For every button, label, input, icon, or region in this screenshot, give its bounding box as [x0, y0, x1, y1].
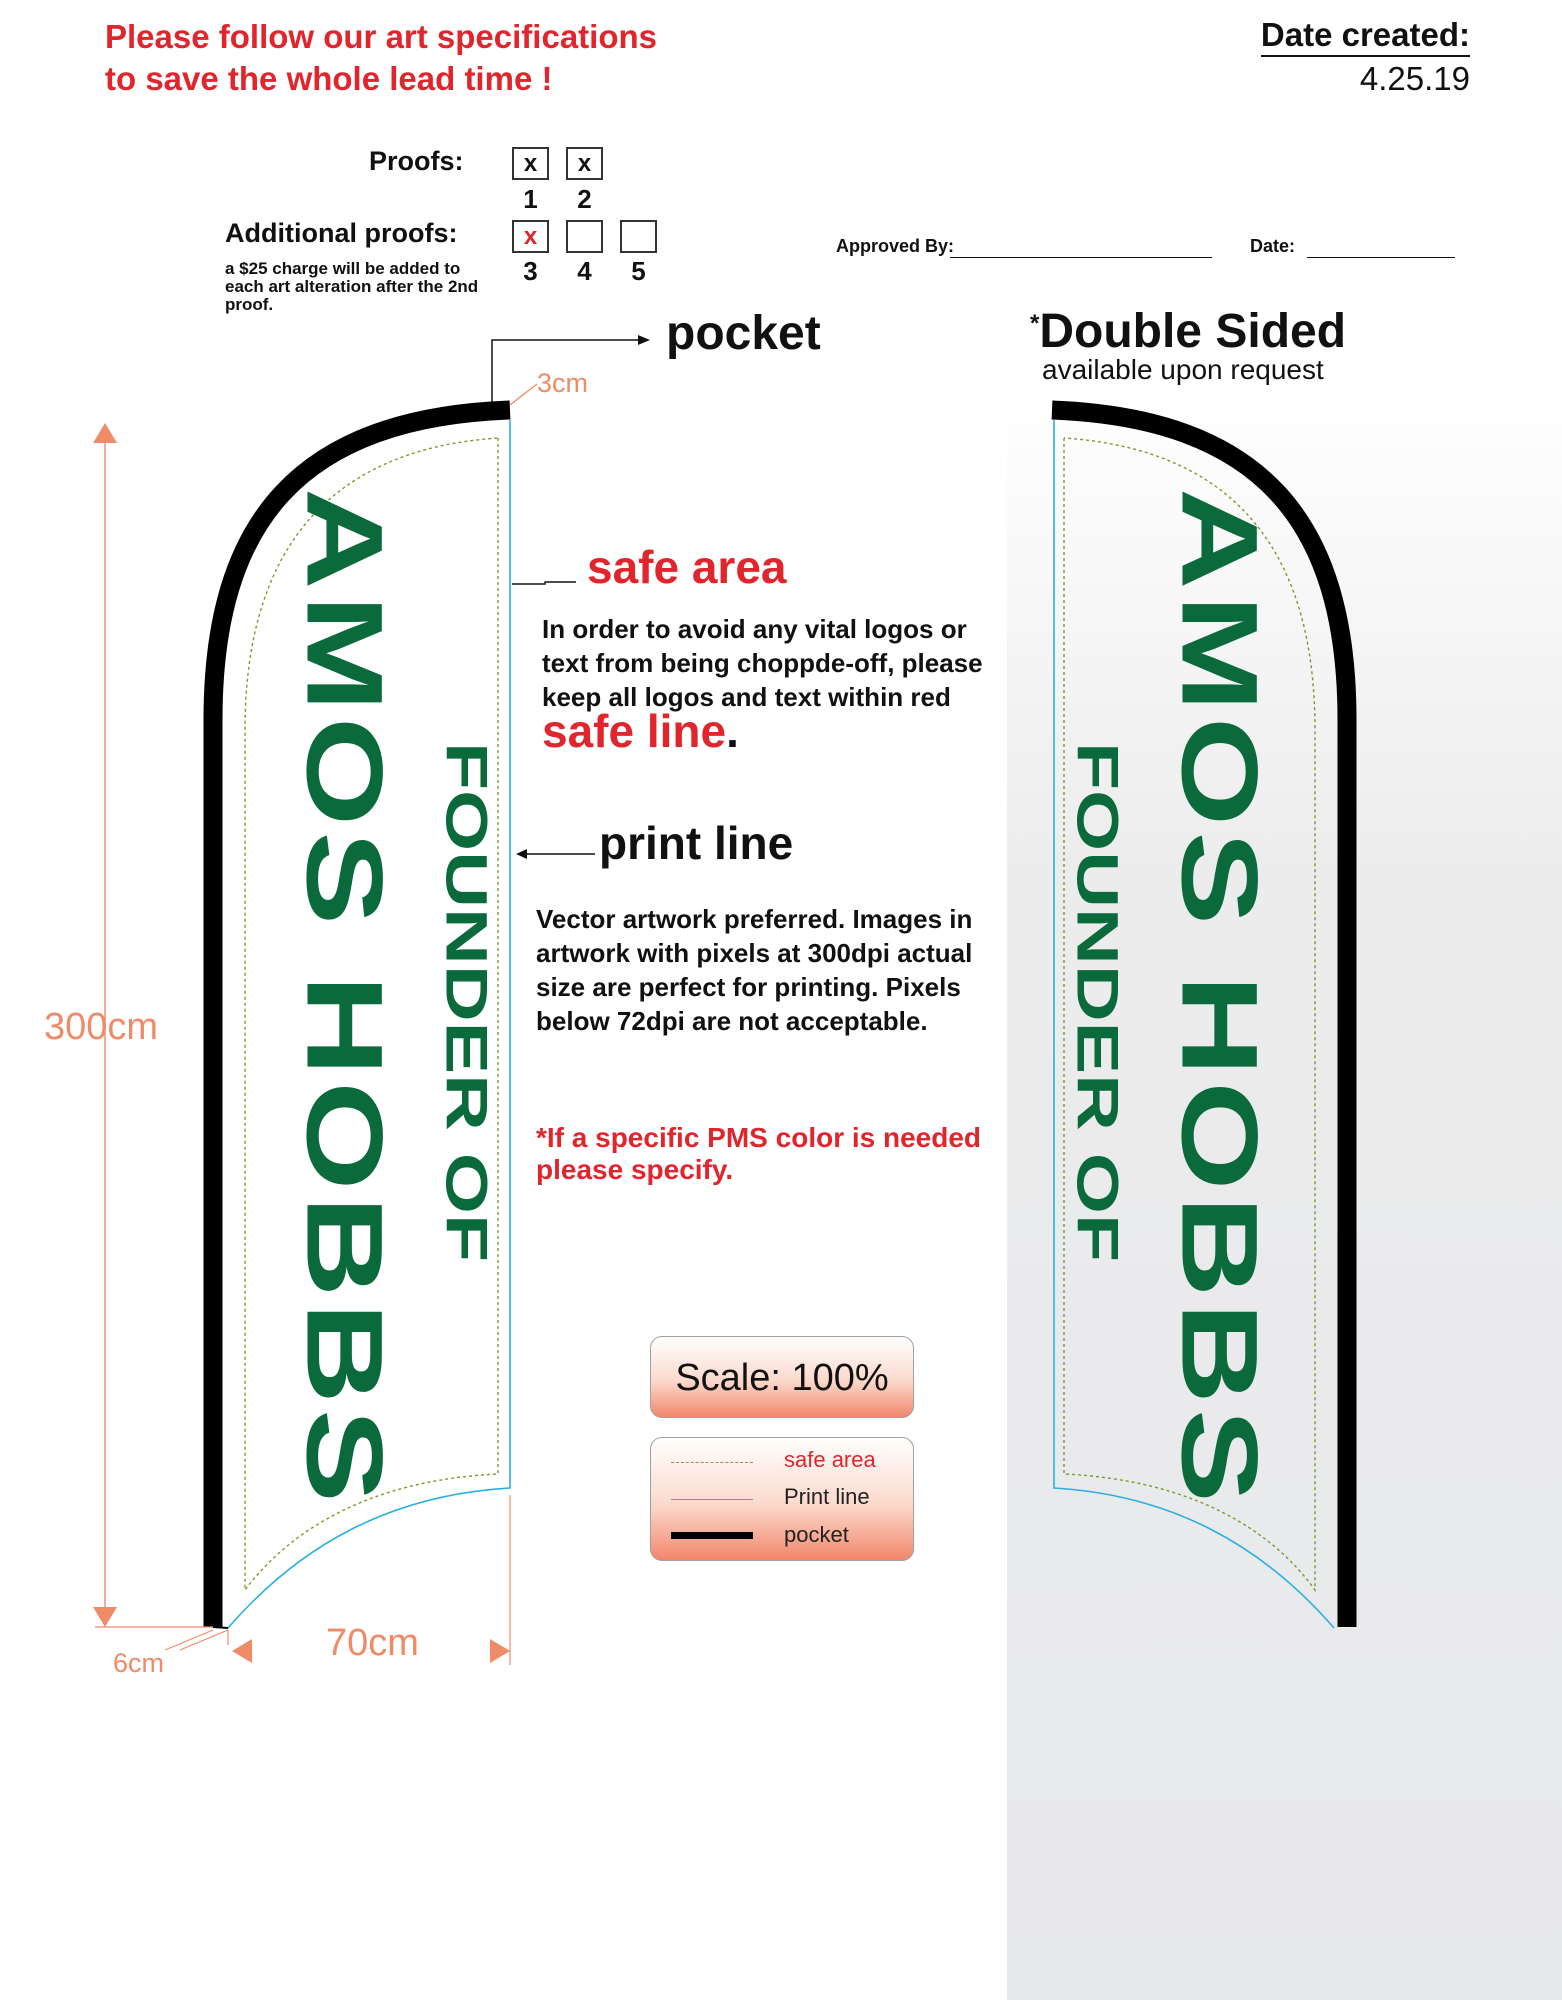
vector-artwork-text: Vector artwork preferred. Images in artwork with pixels at 300dpi actual size are perfect for printing. Pixels below 72dpi are not acceptable.: [536, 904, 973, 1036]
left-flag: [213, 410, 510, 1628]
pocket-width-pointer: [510, 384, 537, 405]
scale-badge: Scale: 100%: [650, 1336, 914, 1418]
print-line-pointer: [516, 849, 595, 859]
additional-proofs-label: Additional proofs:: [225, 218, 458, 248]
approved-by-label: Approved By:: [836, 236, 955, 256]
legend-pocket-label: pocket: [784, 1522, 849, 1547]
right-flag-title: FOUNDER OF: [1064, 742, 1130, 1126]
legend-print-line-swatch: [671, 1499, 753, 1500]
safe-area-title: safe area: [587, 541, 787, 593]
legend-pocket-swatch: [671, 1532, 753, 1539]
double-sided-asterisk: *: [1030, 310, 1040, 337]
safe-area-description: In order to avoid any vital logos or text from being choppde-off, please keep all logos and text within red: [542, 614, 983, 712]
additional-proof-number-3: 3: [523, 256, 538, 286]
print-line-title: print line: [599, 817, 794, 869]
bottom-offset-dimension: [165, 1630, 228, 1650]
right-flag-name: AMOS HOBBS: [1159, 488, 1281, 1273]
additional-proof-number-4: 4: [577, 256, 592, 286]
date-created-label: Date created:: [1261, 16, 1470, 57]
date-created-value: 4.25.19: [1359, 60, 1470, 97]
legend: [650, 1437, 914, 1561]
right-flag: [1052, 410, 1347, 1628]
safe-line-period: .: [726, 705, 739, 757]
approval-date-label: Date:: [1250, 236, 1296, 256]
legend-safe-area-label: safe area: [784, 1447, 876, 1472]
proof-number-1: 1: [523, 184, 538, 214]
double-sided-text: Double Sided: [1039, 305, 1347, 358]
pocket-label: pocket: [666, 307, 821, 360]
bottom-offset-label: 6cm: [113, 1648, 165, 1678]
height-dimension: [93, 423, 213, 1627]
safe-area-pointer: [512, 582, 576, 584]
left-flag-name: AMOS HOBBS: [284, 488, 406, 1273]
additional-proof-checkbox-3[interactable]: x: [512, 220, 549, 253]
left-flag-bottom-notch: [213, 1627, 228, 1628]
safe-line-word: safe line: [542, 705, 727, 757]
pocket-width-label: 3cm: [537, 368, 589, 398]
double-sided-subtitle: available upon request: [1042, 354, 1324, 385]
proof-number-2: 2: [577, 184, 592, 214]
pms-color-note: *If a specific PMS color is needed please specify.: [536, 1122, 982, 1185]
proofs-label: Proofs:: [369, 146, 464, 176]
left-flag-title: FOUNDER OF: [433, 742, 499, 1126]
proof-checkbox-2[interactable]: x: [566, 147, 603, 180]
additional-proof-number-5: 5: [631, 256, 646, 286]
spec-note-line1: Please follow our art specifications: [105, 18, 657, 55]
spec-note-line2: to save the whole lead time !: [105, 60, 553, 97]
proof-checkbox-1[interactable]: x: [512, 147, 549, 180]
height-label: 300cm: [44, 1006, 159, 1048]
legend-safe-area-swatch: [671, 1462, 753, 1463]
legend-print-line-label: Print line: [784, 1484, 870, 1509]
charge-note: a $25 charge will be added to each art alteration after the 2nd proof.: [225, 259, 479, 314]
pocket-pointer: [492, 335, 650, 402]
width-label: 70cm: [326, 1622, 419, 1664]
